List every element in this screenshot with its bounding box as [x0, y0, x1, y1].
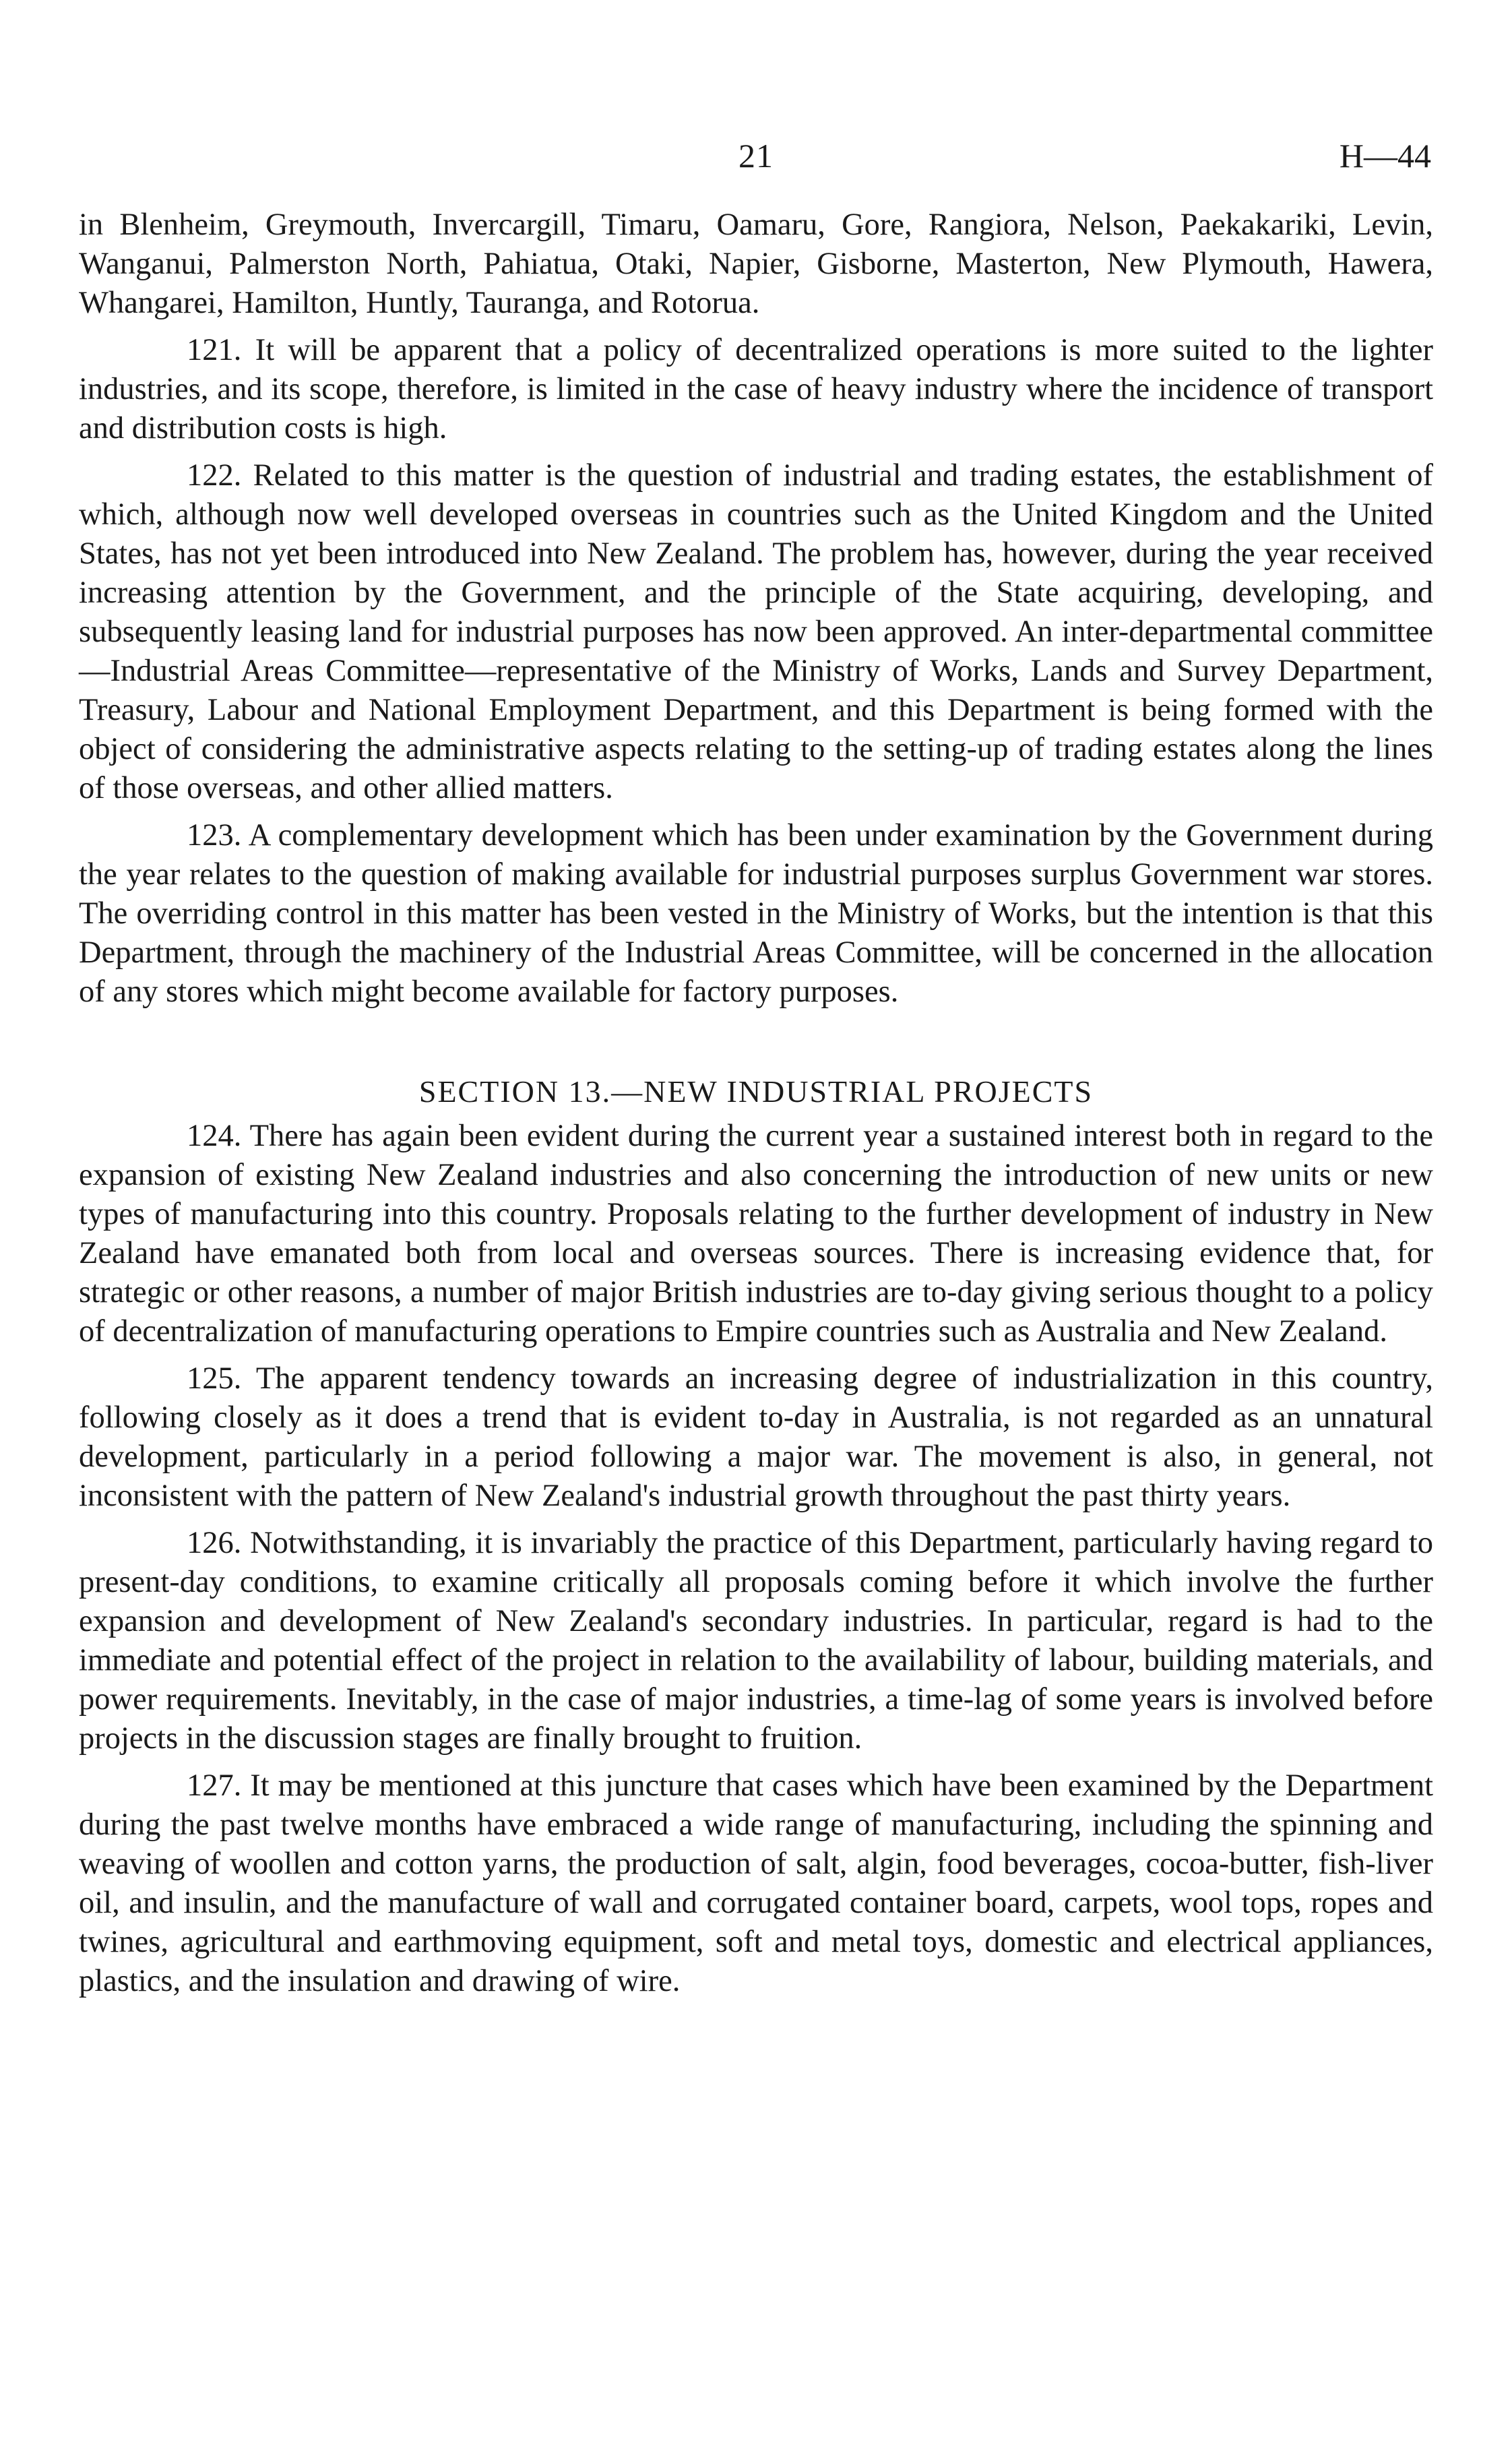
- paragraph-text: A complementary development which has been under examination by the Government during the year relates to the question of making available for industrial purposes surplus Government war stores. The overriding control in this matter has been vested in the Ministry of Works, but the intention is that this Department, through the machinery of the Industrial Areas Committee, will be concerned in the allocation of any stores which might become available for factory purposes.: [79, 818, 1433, 1009]
- paragraph-text: It may be mentioned at this juncture that cases which have been examined by the Department during the past twelve months have embraced a wide range of manufacturing, including the spinning and weaving of woollen and cotton yarns, the production of salt, algin, food beverages, cocoa-butter, fish-liver oil, and insulin, and the manufacture of wall and corrugated container board, carpets, wool tops, ropes and twines, agricultural and earthmoving equipment, soft and metal toys, domestic and electrical appliances, plastics, and the insulation and drawing of wire.: [79, 1768, 1433, 1998]
- paragraph-continuation: [79, 206, 1433, 323]
- paragraph-text: Notwithstanding, it is invariably the practice of this Department, particularly having regard to present-day conditions, to examine critically all proposals coming before it which involve the further expansion and development of New Zealand's secondary industries. In particular, regard is had to the immediate and potential effect of the project in relation to the availability of labour, building materials, and power requirements. Inevitably, in the case of major industries, a time-lag of some years is involved before projects in the discussion stages are finally brought to fruition.: [79, 1526, 1433, 1756]
- paragraph-121: [79, 331, 1433, 448]
- document-reference: H—44: [1339, 137, 1431, 175]
- paragraph-126: [79, 1524, 1433, 1758]
- section-heading: SECTION 13.—NEW INDUSTRIAL PROJECTS: [418, 1074, 1094, 1109]
- paragraph-124: [79, 1117, 1433, 1351]
- paragraph-123: [79, 816, 1433, 1012]
- body-text: [79, 206, 1433, 2009]
- page-header: [0, 132, 1512, 179]
- paragraph-text: It will be apparent that a policy of decentralized operations is more suited to the lighter industries, and its scope, therefore, is limited in the case of heavy industry where the incidence of transport and distribution costs is high.: [79, 333, 1434, 445]
- paragraph-number: 127.: [187, 1768, 242, 1803]
- paragraph-122: [79, 456, 1433, 808]
- page-number: 21: [738, 137, 774, 175]
- paragraph-127: [79, 1766, 1433, 2001]
- paragraph-number: 125.: [187, 1361, 242, 1396]
- paragraph-number: 121.: [187, 333, 242, 367]
- paragraph-number: 122.: [187, 458, 242, 493]
- paragraph-125: [79, 1359, 1433, 1516]
- paragraph-text: in Blenheim, Greymouth, Invercargill, Timaru, Oamaru, Gore, Rangiora, Nelson, Paekakariki, Levin, Wanganui, Palmerston North, Pahiatua, Otaki, Napier, Gisborne, Masterton, New Plymouth, Hawera, Whangarei, Hamilton, Huntly, Tauranga, and Rotorua.: [79, 208, 1433, 320]
- paragraph-text: The apparent tendency towards an increasing degree of industrialization in this country, following closely as it does a trend that is evident to-day in Australia, is not regarded as an unnatural development, particularly in a period following a major war. The movement is also, in general, not inconsistent with the pattern of New Zealand's industrial growth throughout the past thirty years.: [79, 1361, 1433, 1513]
- paragraph-text: Related to this matter is the question of industrial and trading estates, the establishment of which, although now well developed overseas in countries such as the United Kingdom and the United States, has not yet been introduced into New Zealand. The problem has, however, during the year received increasing attention by the Government, and the principle of the State acquiring, developing, and subsequently leasing land for industrial purposes has now been approved. An inter-departmental committee—Industrial Areas Committee—representative of the Ministry of Works, Lands and Survey Department, Treasury, Labour and National Employment Department, and this Department is being formed with the object of considering the administrative aspects relating to the setting-up of trading estates along the lines of those overseas, and other allied matters.: [79, 458, 1434, 805]
- paragraph-number: 123.: [187, 818, 242, 853]
- paragraph-number: 126.: [187, 1526, 242, 1560]
- paragraph-text: There has again been evident during the current year a sustained interest both in regard to the expansion of existing New Zealand industries and also concerning the introduction of new units or new types of manufacturing into this country. Proposals relating to the further development of industry in New Zealand have emanated both from local and overseas sources. There is increasing evidence that, for strategic or other reasons, a number of major British industries are to-day giving serious thought to a policy of decentralization of manufacturing operations to Empire countries such as Australia and New Zealand.: [79, 1119, 1433, 1349]
- paragraph-number: 124.: [187, 1119, 242, 1153]
